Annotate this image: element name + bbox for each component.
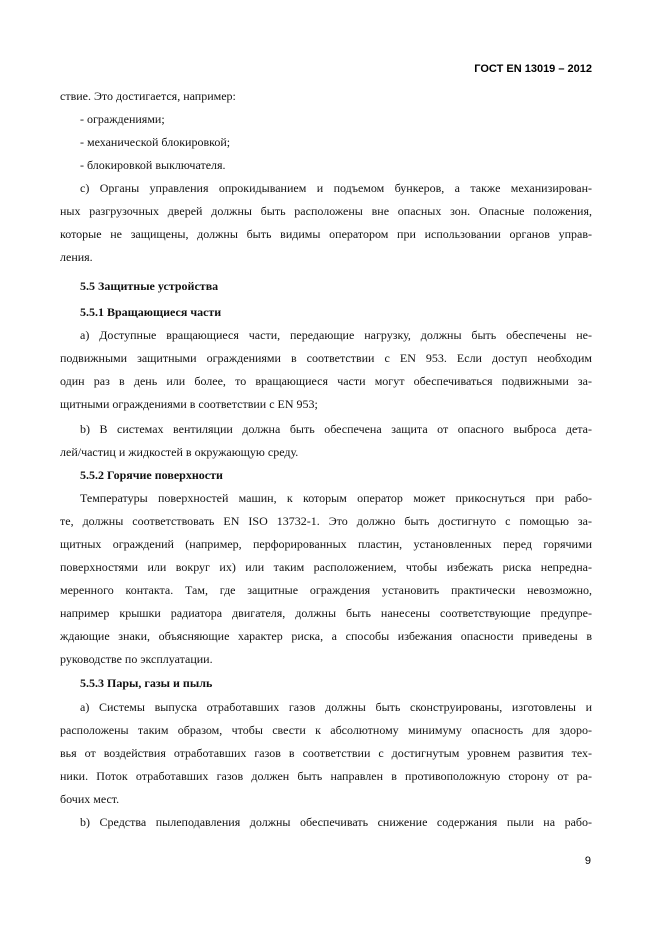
text-line: вья от воздействия отработавших газов в соответствии с достигнутым уровнем развития тех- xyxy=(60,746,592,760)
section-heading: 5.5 Защитные устройства xyxy=(80,279,219,293)
text-line: ждающие знаки, объясняющие характер риска, а способы избежания опасности приведены в xyxy=(60,629,592,643)
text-line: щитных ограждений (например, перфорированных пластин, установленных перед горячими xyxy=(60,537,592,551)
text-line: которые не защищены, должны быть видимы оператором при использовании органов управ- xyxy=(60,227,592,241)
list-item: - ограждениями; xyxy=(80,112,165,126)
text-line: Температуры поверхностей машин, к которым оператор может прикоснуться при рабо- xyxy=(80,491,592,505)
page-number: 9 xyxy=(584,855,591,867)
text-line: подвижными защитными ограждениями в соответствии с EN 953. Если доступ необходим xyxy=(60,351,592,365)
text-line: с) Органы управления опрокидыванием и подъемом бункеров, а также механизирован- xyxy=(80,181,592,195)
text-line: расположены таким образом, чтобы свести к абсолютному минимуму опасность для здоро- xyxy=(60,723,592,737)
text-line: a) Доступные вращающиеся части, передающие нагрузку, должны быть обеспечены не- xyxy=(80,328,592,342)
text-line: b) В системах вентиляции должна быть обеспечена защита от опасного выброса дета- xyxy=(80,422,592,436)
document-header: ГОСТ EN 13019 – 2012 xyxy=(474,63,592,75)
text-line: лей/частиц и жидкостей в окружающую среду. xyxy=(60,445,299,459)
text-line: щитными ограждениями в соответствии с EN 953; xyxy=(60,397,318,411)
text-line: бочих мест. xyxy=(60,792,120,806)
text-line: ления. xyxy=(60,250,93,264)
text-line: меренного контакта. Там, где защитные ограждения установить практически невозможно, xyxy=(60,583,592,597)
list-item: - механической блокировкой; xyxy=(80,135,231,149)
text-line: ники. Поток отработавших газов должен быть направлен в противоположную сторону от ра- xyxy=(60,769,592,783)
text-line: например крышки радиатора двигателя, должны быть нанесены соответствующие предупре- xyxy=(60,606,592,620)
subsection-heading: 5.5.1 Вращающиеся части xyxy=(80,305,222,319)
text-line: руководстве по эксплуатации. xyxy=(60,652,213,666)
text-line: поверхностями или вокруг их) или таким расположением, чтобы избежать риска непредна- xyxy=(60,560,592,574)
text-line: ствие. Это достигается, например: xyxy=(60,89,236,103)
text-line: ных разгрузочных дверей должны быть расположены вне опасных зон. Опасные положения, xyxy=(60,204,592,218)
list-item: - блокировкой выключателя. xyxy=(80,158,226,172)
subsection-heading: 5.5.2 Горячие поверхности xyxy=(80,468,223,482)
text-line: a) Системы выпуска отработавших газов должны быть сконструированы, изготовлены и xyxy=(80,700,592,714)
text-line: те, должны соответствовать EN ISO 13732-1. Это должно быть достигнуто с помощью за- xyxy=(60,514,592,528)
text-line: b) Средства пылеподавления должны обеспечивать снижение содержания пыли на рабо- xyxy=(80,815,592,829)
subsection-heading: 5.5.3 Пары, газы и пыль xyxy=(80,676,213,690)
text-line: один раз в день или более, то вращающиеся части могут обеспечиваться подвижными за- xyxy=(60,374,592,388)
